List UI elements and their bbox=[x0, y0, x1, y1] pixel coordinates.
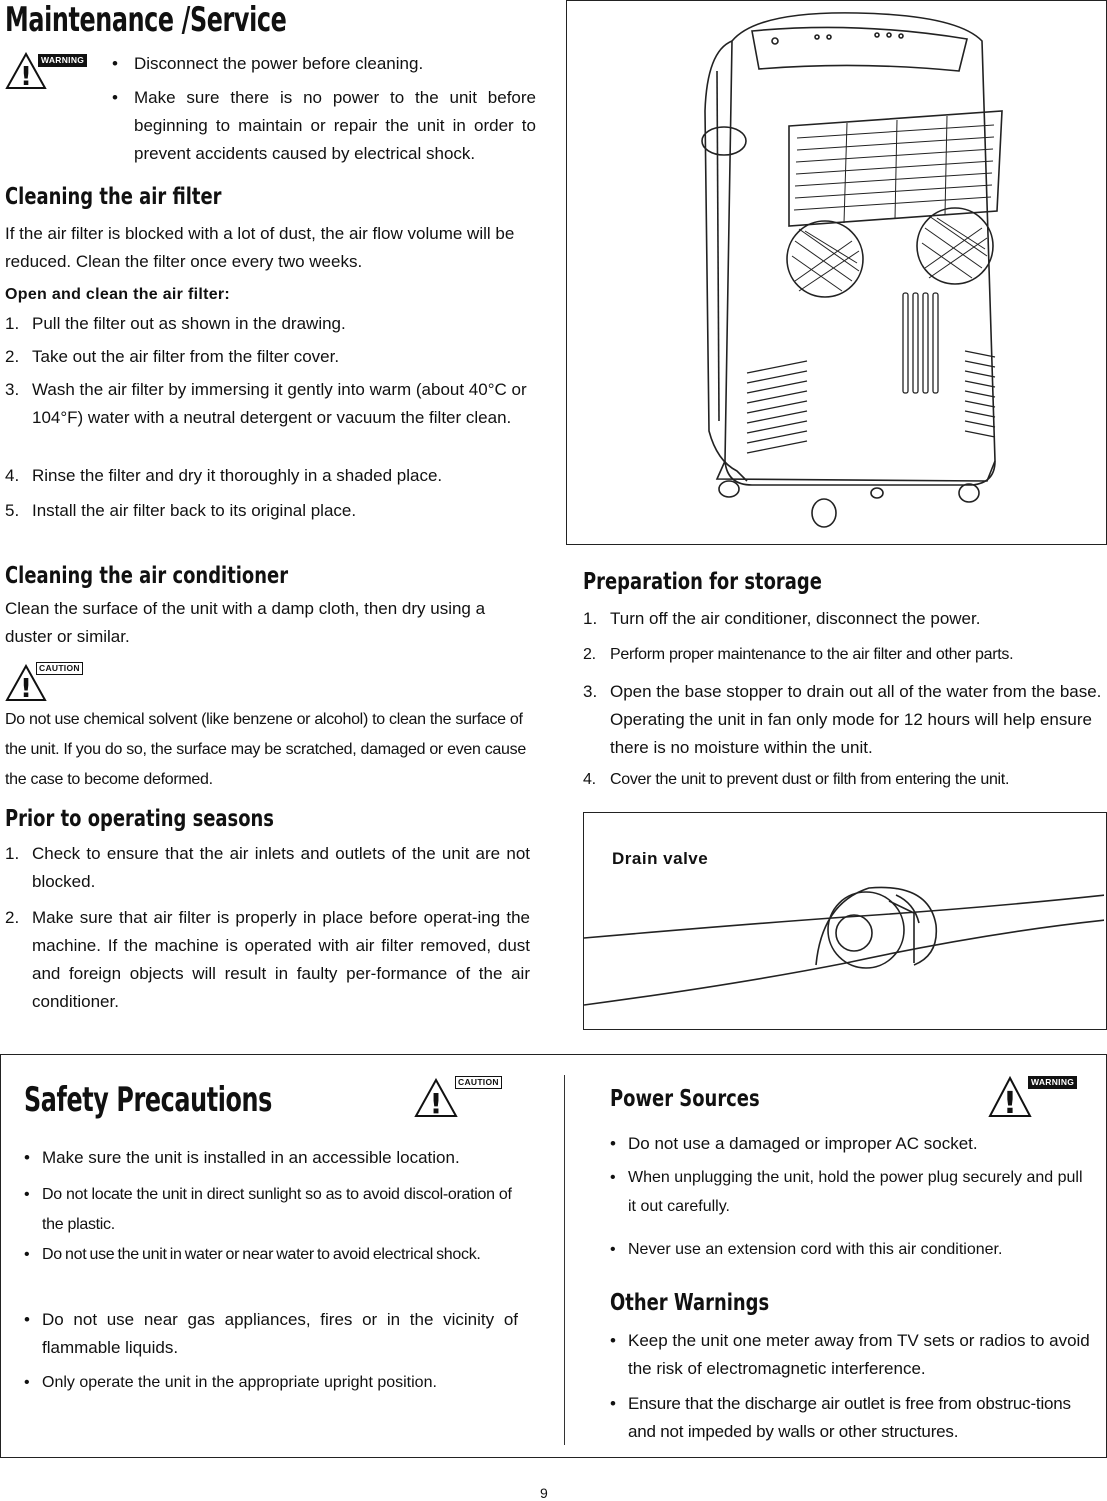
list-item: 1. Turn off the air conditioner, disconnect the power. bbox=[583, 609, 981, 628]
list-item: 4. Cover the unit to prevent dust or filth from entering the unit. bbox=[583, 771, 1010, 788]
other-warnings-title: Other Warnings bbox=[610, 1290, 770, 1316]
svg-text:!: ! bbox=[1003, 1086, 1017, 1118]
warning-triangle-icon bbox=[988, 1076, 1032, 1118]
list-item: • Do not use near gas appliances, fires or in the vicinity of flammable liquids. bbox=[24, 1310, 518, 1357]
list-item: • Do not use a damaged or improper AC socket. bbox=[610, 1134, 978, 1153]
section-title-storage: Preparation for storage bbox=[583, 569, 822, 595]
filter-intro: If the air filter is blocked with a lot of dust, the air flow volume will be reduced. Clean the filter once every two weeks. bbox=[5, 224, 515, 271]
svg-text:!: ! bbox=[20, 674, 32, 702]
list-item: • Make sure the unit is installed in an accessible location. bbox=[24, 1148, 460, 1167]
divider bbox=[564, 1075, 565, 1445]
list-item: 3. Open the base stopper to drain out all of the water from the base. Operating the unit in fan only mode for 12 hours will help ensure there is no moisture within the unit. bbox=[583, 682, 1102, 757]
list-item: 1. Pull the filter out as shown in the drawing. bbox=[5, 314, 346, 333]
list-item: 5. Install the air filter back to its original place. bbox=[5, 501, 357, 520]
list-item: • Make sure there is no power to the unit before beginning to maintain or repair the unit in order to prevent accidents caused by electrical shock. bbox=[112, 88, 536, 163]
filter-subhead: Open and clean the air filter: bbox=[5, 286, 231, 303]
power-title: Power Sources bbox=[610, 1086, 760, 1112]
page-title: Maintenance /Service bbox=[5, 0, 287, 40]
list-item: • Do not locate the unit in direct sunlight so as to avoid discol-oration of the plastic. bbox=[24, 1186, 512, 1233]
section-title-filter: Cleaning the air filter bbox=[5, 184, 222, 210]
list-item: • Keep the unit one meter away from TV sets or radios to avoid the risk of electromagnetic interference. bbox=[610, 1331, 1090, 1378]
list-item: 2. Perform proper maintenance to the air filter and other parts. bbox=[583, 646, 1014, 663]
page-number: 9 bbox=[540, 1485, 548, 1501]
list-item: 1. Check to ensure that the air inlets and outlets of the unit are not blocked. bbox=[5, 844, 530, 891]
air-conditioner-illustration bbox=[567, 1, 1105, 543]
list-item: 2. Make sure that air filter is properly in place before operat-ing the machine. If the machine is operated with air filter removed, dust and foreign objects will result in faulty per-formance of the air conditioner. bbox=[5, 908, 530, 1011]
list-item: • Disconnect the power before cleaning. bbox=[112, 54, 424, 73]
safety-title: Safety Precautions bbox=[24, 1080, 272, 1120]
unit-illustration-frame bbox=[566, 0, 1107, 545]
list-item: 2. Take out the air filter from the filter cover. bbox=[5, 347, 340, 366]
section-title-conditioner: Cleaning the air conditioner bbox=[5, 563, 289, 589]
list-item: • Never use an extension cord with this air conditioner. bbox=[610, 1241, 1003, 1258]
warning-tag: WARNING bbox=[1028, 1076, 1077, 1089]
drain-valve-illustration bbox=[584, 813, 1104, 1027]
list-item: • When unplugging the unit, hold the power plug securely and pull it out carefully. bbox=[610, 1169, 1083, 1215]
list-item: • Ensure that the discharge air outlet is free from obstruc-tions and not impeded by walls or other structures. bbox=[610, 1394, 1071, 1441]
svg-text:!: ! bbox=[20, 62, 32, 90]
list-item: 4. Rinse the filter and dry it thoroughly in a shaded place. bbox=[5, 466, 443, 485]
warning-tag: WARNING bbox=[38, 54, 87, 67]
list-item: • Do not use the unit in water or near water to avoid electrical shock. bbox=[24, 1246, 481, 1263]
drain-illustration-frame bbox=[583, 812, 1107, 1030]
conditioner-caution: Do not use chemical solvent (like benzene or alcohol) to clean the surface of the unit. If you do so, the surface may be scratched, damaged or even cause the case to become deformed. bbox=[5, 711, 526, 788]
drain-valve-label: Drain valve bbox=[612, 849, 709, 868]
list-item: • Only operate the unit in the appropriate upright position. bbox=[24, 1374, 437, 1391]
section-title-seasons: Prior to operating seasons bbox=[5, 806, 274, 832]
conditioner-intro: Clean the surface of the unit with a damp cloth, then dry using a duster or similar. bbox=[5, 599, 486, 646]
list-item: 3. Wash the air filter by immersing it gently into warm (about 40°C or 104°F) water with a neutral detergent or vacuum the filter clean. bbox=[5, 380, 527, 427]
caution-triangle-icon bbox=[414, 1078, 458, 1118]
svg-text:!: ! bbox=[429, 1087, 443, 1118]
caution-tag: CAUTION bbox=[455, 1076, 502, 1089]
caution-tag: CAUTION bbox=[36, 662, 83, 675]
